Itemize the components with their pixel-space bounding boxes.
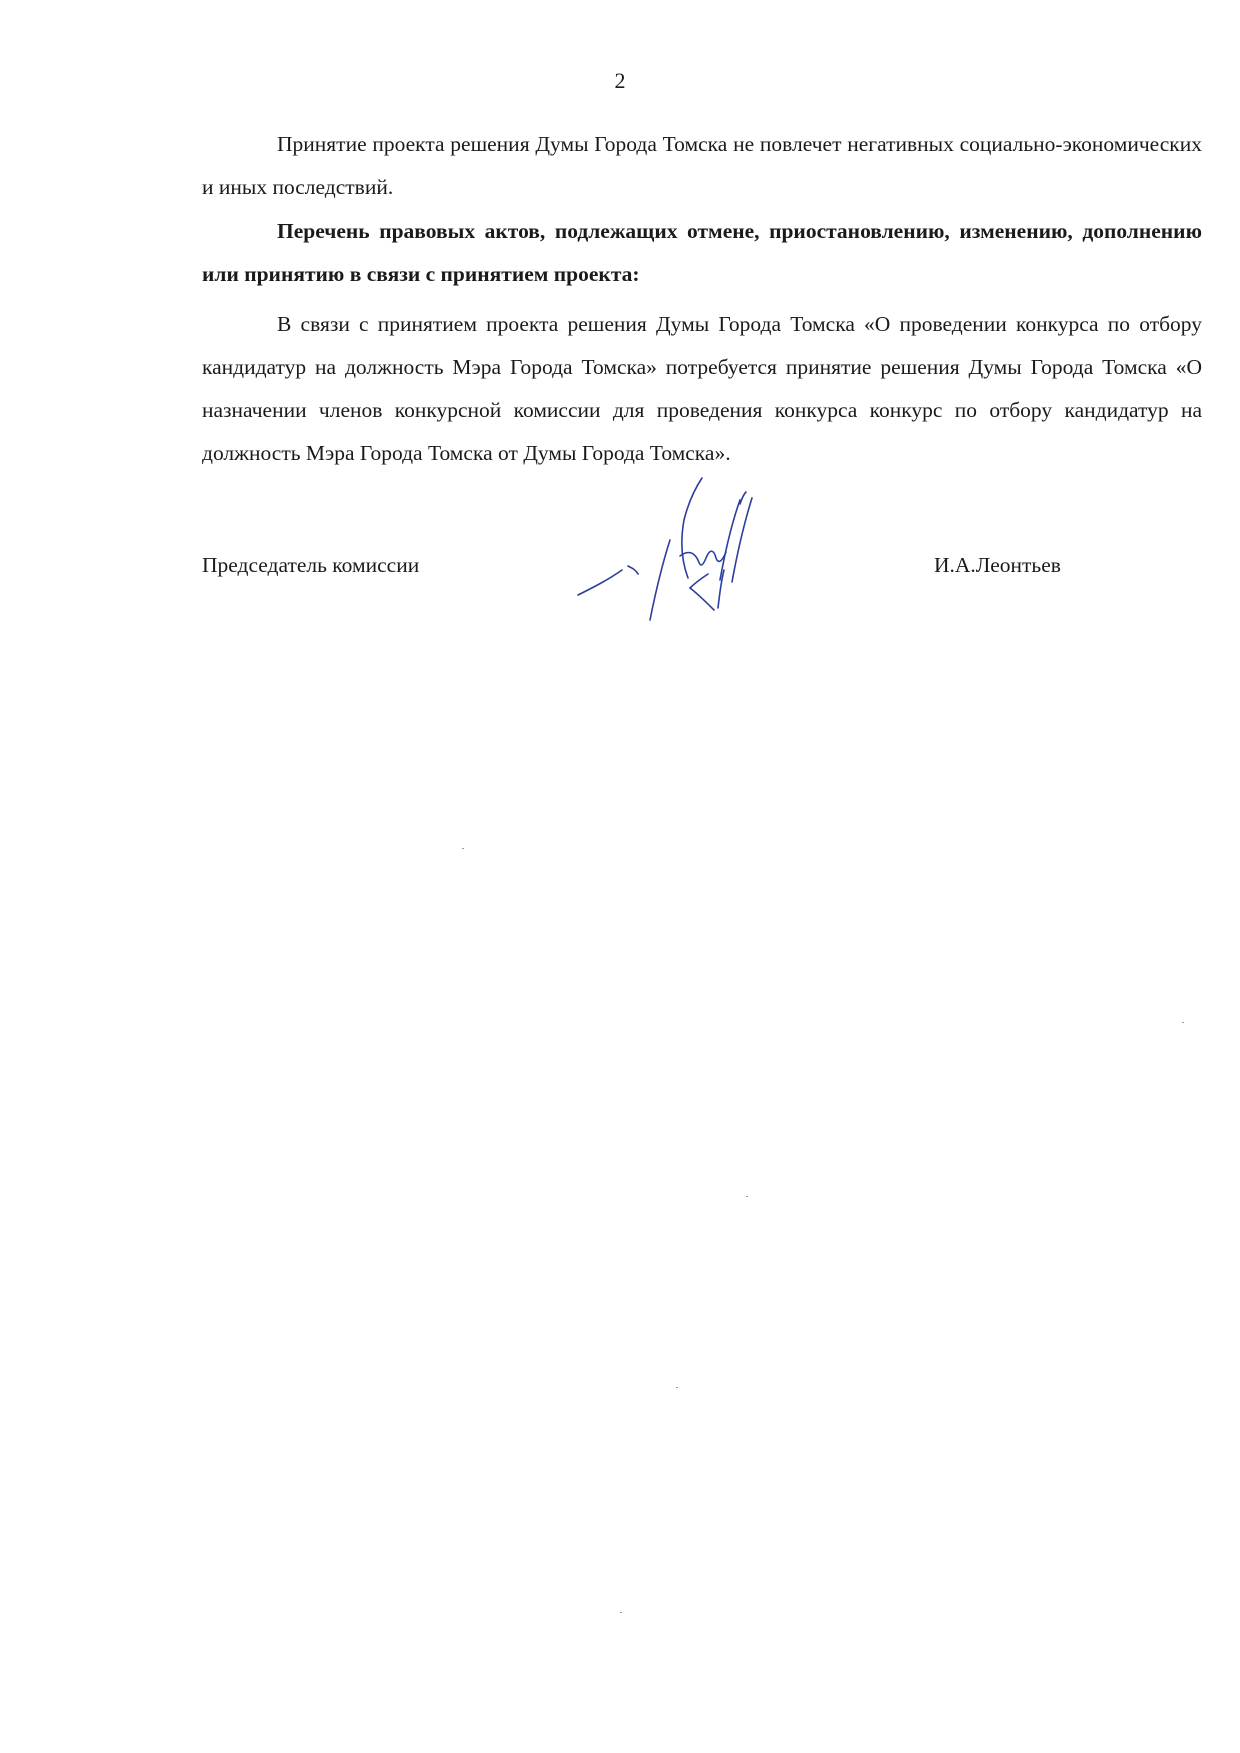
signature-name: И.А.Леонтьев <box>934 553 1061 577</box>
scan-speck <box>676 1387 678 1388</box>
paragraph-consequences: Принятие проекта решения Думы Города Томска не повлечет негативных социально-экономических и иных последствий. <box>202 132 1202 199</box>
page-number: 2 <box>614 68 626 93</box>
scan-speck <box>620 1612 622 1613</box>
paragraph-acts-heading: Перечень правовых актов, подлежащих отмене, приостановлению, изменению, дополнению или принятию в связи с принятием проекта: <box>202 219 1202 286</box>
scan-speck <box>462 848 464 849</box>
paragraph-related-decision: В связи с принятием проекта решения Думы Города Томска «О проведении конкурса по отбору кандидатур на должность Мэра Города Томска» потребуется принятие решения Думы Города Томска «О назначении членов конкурсной комиссии для проведения конкурса конкурс по отбору кандидатур на должность Мэра Города Томска от Думы Города Томска». <box>202 312 1202 465</box>
scan-speck <box>1182 1022 1184 1023</box>
handwritten-signature-icon <box>570 470 800 630</box>
scan-speck <box>746 1196 748 1197</box>
signature-title: Председатель комиссии <box>202 553 420 577</box>
